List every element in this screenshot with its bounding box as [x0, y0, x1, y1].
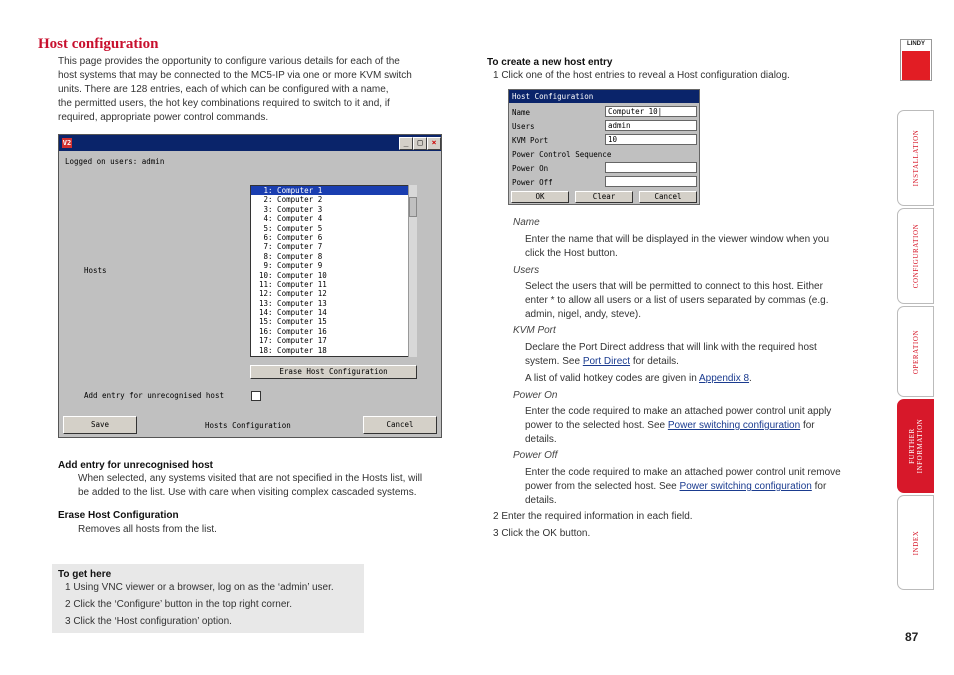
logo-red-block [902, 51, 930, 80]
page-title: Host configuration [38, 36, 159, 52]
list-item[interactable]: 4: Computer 4 [259, 214, 323, 224]
desc-line: Enter the code required to make an attached power control unit remove [525, 467, 841, 478]
desc-text: A list of valid hotkey codes are given in [525, 373, 699, 384]
host-config-dialog [508, 89, 700, 205]
list-item[interactable]: 7: Computer 7 [259, 242, 323, 252]
name-term: Name [513, 217, 540, 228]
power-off-term: Power Off [513, 450, 558, 461]
desc-line: Select the users that will be permitted to connect to this host. Either [525, 281, 823, 292]
list-item[interactable]: 6: Computer 6 [259, 232, 323, 242]
lindy-logo [900, 39, 932, 81]
to-get-here-box [52, 564, 364, 633]
get-here-step: 2 Click the ‘Configure’ button in the top right corner. [65, 599, 292, 610]
list-item[interactable]: 11: Computer 11 [259, 279, 327, 289]
desc-text: power from the selected host. See [525, 481, 680, 492]
dialog-title: Host Configuration [512, 92, 594, 101]
tab-installation[interactable] [897, 110, 934, 206]
tab-further-information[interactable] [897, 399, 934, 493]
intro-paragraph [58, 55, 458, 125]
desc-line: details. [525, 495, 557, 506]
get-here-heading: To get here [58, 569, 112, 580]
list-item[interactable]: 1: Computer 1 [251, 186, 415, 195]
clear-button[interactable]: Clear [575, 191, 633, 203]
intro-line: host systems that may be connected to the MC5-IP via one or more KVM switch [58, 70, 412, 81]
users-term: Users [513, 265, 540, 276]
name-desc [525, 233, 829, 261]
add-entry-line: be added to the list. Use with care when visiting complex cascaded systems. [78, 487, 417, 498]
desc-line: Enter the code required to make an attached power control unit apply [525, 406, 832, 417]
desc-text: power to the selected host. See [525, 420, 668, 431]
list-item[interactable]: 10: Computer 10 [259, 270, 327, 280]
list-item[interactable]: 14: Computer 14 [259, 308, 327, 318]
step-2: 2 Enter the required information in each field. [493, 511, 693, 522]
scrollbar-thumb[interactable] [409, 197, 417, 217]
name-field[interactable]: Computer 10| [605, 106, 697, 117]
tab-index[interactable] [897, 495, 934, 590]
desc-line: details. [525, 434, 557, 445]
desc-line [525, 355, 817, 369]
step-3: 3 Click the OK button. [493, 528, 591, 539]
kvm-port-term: KVM Port [513, 325, 556, 336]
appendix-8-link[interactable]: Appendix 8 [699, 373, 750, 384]
desc-line: Declare the Port Direct address that will link with the required host [525, 342, 817, 353]
dialog-label-power-control: Power Control Sequence [512, 150, 612, 159]
desc-text: for [811, 481, 827, 492]
vnc-logo-icon: V2 [62, 139, 72, 147]
logo-text: LINDY [907, 41, 925, 47]
dialog-label-kvm-port: KVM Port [512, 136, 549, 145]
list-item[interactable]: 18: Computer 18 [259, 345, 327, 355]
desc-text: . [749, 373, 752, 384]
erase-host-config-button[interactable]: Erase Host Configuration [250, 365, 417, 379]
list-item[interactable]: 15: Computer 15 [259, 317, 327, 327]
list-item[interactable]: 12: Computer 12 [259, 289, 327, 299]
desc-line: enter * to allow all users or a list of users separated by commas (e.g. [525, 295, 829, 306]
get-here-step: 1 Using VNC viewer or a browser, log on as the ‘admin’ user. [65, 582, 334, 593]
tab-label: FURTHER INFORMATION [907, 418, 924, 474]
power-off-desc [525, 466, 841, 508]
desc-line: click the Host button. [525, 248, 618, 259]
tab-operation[interactable] [897, 306, 934, 397]
hosts-scrollbar[interactable] [408, 185, 417, 357]
maximize-icon[interactable]: □ [413, 137, 427, 150]
power-on-desc [525, 405, 831, 447]
intro-line: units. There are 128 entries, each of which can be configured with a name, [58, 84, 389, 95]
add-entry-line: When selected, any systems visited that are not specified in the Hosts list, will [78, 473, 423, 484]
intro-line: the permitted users, the hot key combinations required to switch to it and, if [58, 98, 390, 109]
users-field[interactable]: admin [605, 120, 697, 131]
desc-line [525, 419, 831, 433]
minimize-icon[interactable]: _ [399, 137, 413, 150]
dialog-label-name: Name [512, 108, 531, 117]
desc-line: admin, nigel, andy, steve). [525, 309, 641, 320]
tab-label: OPERATION [911, 329, 920, 374]
dialog-title-bar [509, 90, 699, 103]
dialog-label-power-on: Power On [512, 164, 549, 173]
list-item[interactable]: 17: Computer 17 [259, 336, 327, 346]
hosts-config-window [58, 134, 442, 438]
power-off-field[interactable] [605, 176, 697, 187]
create-heading: To create a new host entry [487, 57, 613, 68]
hotkey-note [525, 372, 752, 386]
status-text: Hosts Configuration [205, 421, 291, 430]
add-entry-label: Add entry for unrecognised host [84, 391, 224, 400]
intro-line: required, appropriate power control commands. [58, 112, 269, 123]
list-item[interactable]: 13: Computer 13 [259, 298, 327, 308]
list-item[interactable]: 8: Computer 8 [259, 251, 323, 261]
add-entry-checkbox[interactable] [251, 391, 261, 401]
list-item[interactable]: 9: Computer 9 [259, 261, 323, 271]
power-switching-link[interactable]: Power switching configuration [679, 481, 812, 492]
save-button[interactable]: Save [63, 416, 137, 434]
desc-line: Enter the name that will be displayed in the viewer window when you [525, 234, 830, 245]
tab-label: CONFIGURATION [911, 223, 920, 289]
page-number: 87 [905, 630, 919, 644]
dialog-cancel-button[interactable]: Cancel [639, 191, 697, 203]
tab-configuration[interactable] [897, 208, 934, 304]
port-direct-link[interactable]: Port Direct [582, 356, 631, 367]
list-item[interactable]: 2: Computer 2 [259, 195, 323, 205]
tab-label: INSTALLATION [911, 129, 920, 187]
desc-line [525, 480, 841, 494]
add-entry-heading: Add entry for unrecognised host [58, 460, 214, 471]
dialog-label-power-off: Power Off [512, 178, 553, 187]
kvm-port-desc [525, 341, 817, 369]
hosts-label: Hosts [84, 266, 107, 275]
power-on-term: Power On [513, 390, 558, 401]
cancel-button[interactable]: Cancel [363, 416, 437, 434]
intro-line: This page provides the opportunity to configure various details for each of the [58, 56, 400, 67]
get-here-step: 3 Click the ‘Host configuration’ option. [65, 616, 232, 627]
add-entry-desc [78, 472, 422, 500]
ok-button[interactable]: OK [511, 191, 569, 203]
create-step-1: 1 Click one of the host entries to reveal a Host configuration dialog. [493, 70, 790, 81]
window-title-bar [59, 135, 441, 151]
list-item[interactable]: 5: Computer 5 [259, 223, 323, 233]
desc-text: system. See [525, 356, 583, 367]
dialog-label-users: Users [512, 122, 535, 131]
list-item[interactable]: 16: Computer 16 [259, 326, 327, 336]
kvm-port-field[interactable]: 10 [605, 134, 697, 145]
desc-text: for [800, 420, 815, 431]
desc-text: for details. [630, 356, 679, 367]
users-desc [525, 280, 828, 322]
close-icon[interactable]: × [427, 137, 441, 150]
tab-label: INDEX [911, 530, 920, 555]
list-item[interactable]: 3: Computer 3 [259, 204, 323, 214]
hosts-list[interactable] [250, 185, 416, 357]
erase-heading: Erase Host Configuration [58, 510, 179, 521]
erase-desc: Removes all hosts from the list. [78, 524, 217, 535]
logged-on-users: Logged on users: admin [65, 157, 165, 166]
power-on-field[interactable] [605, 162, 697, 173]
power-switching-link[interactable]: Power switching configuration [667, 420, 801, 431]
